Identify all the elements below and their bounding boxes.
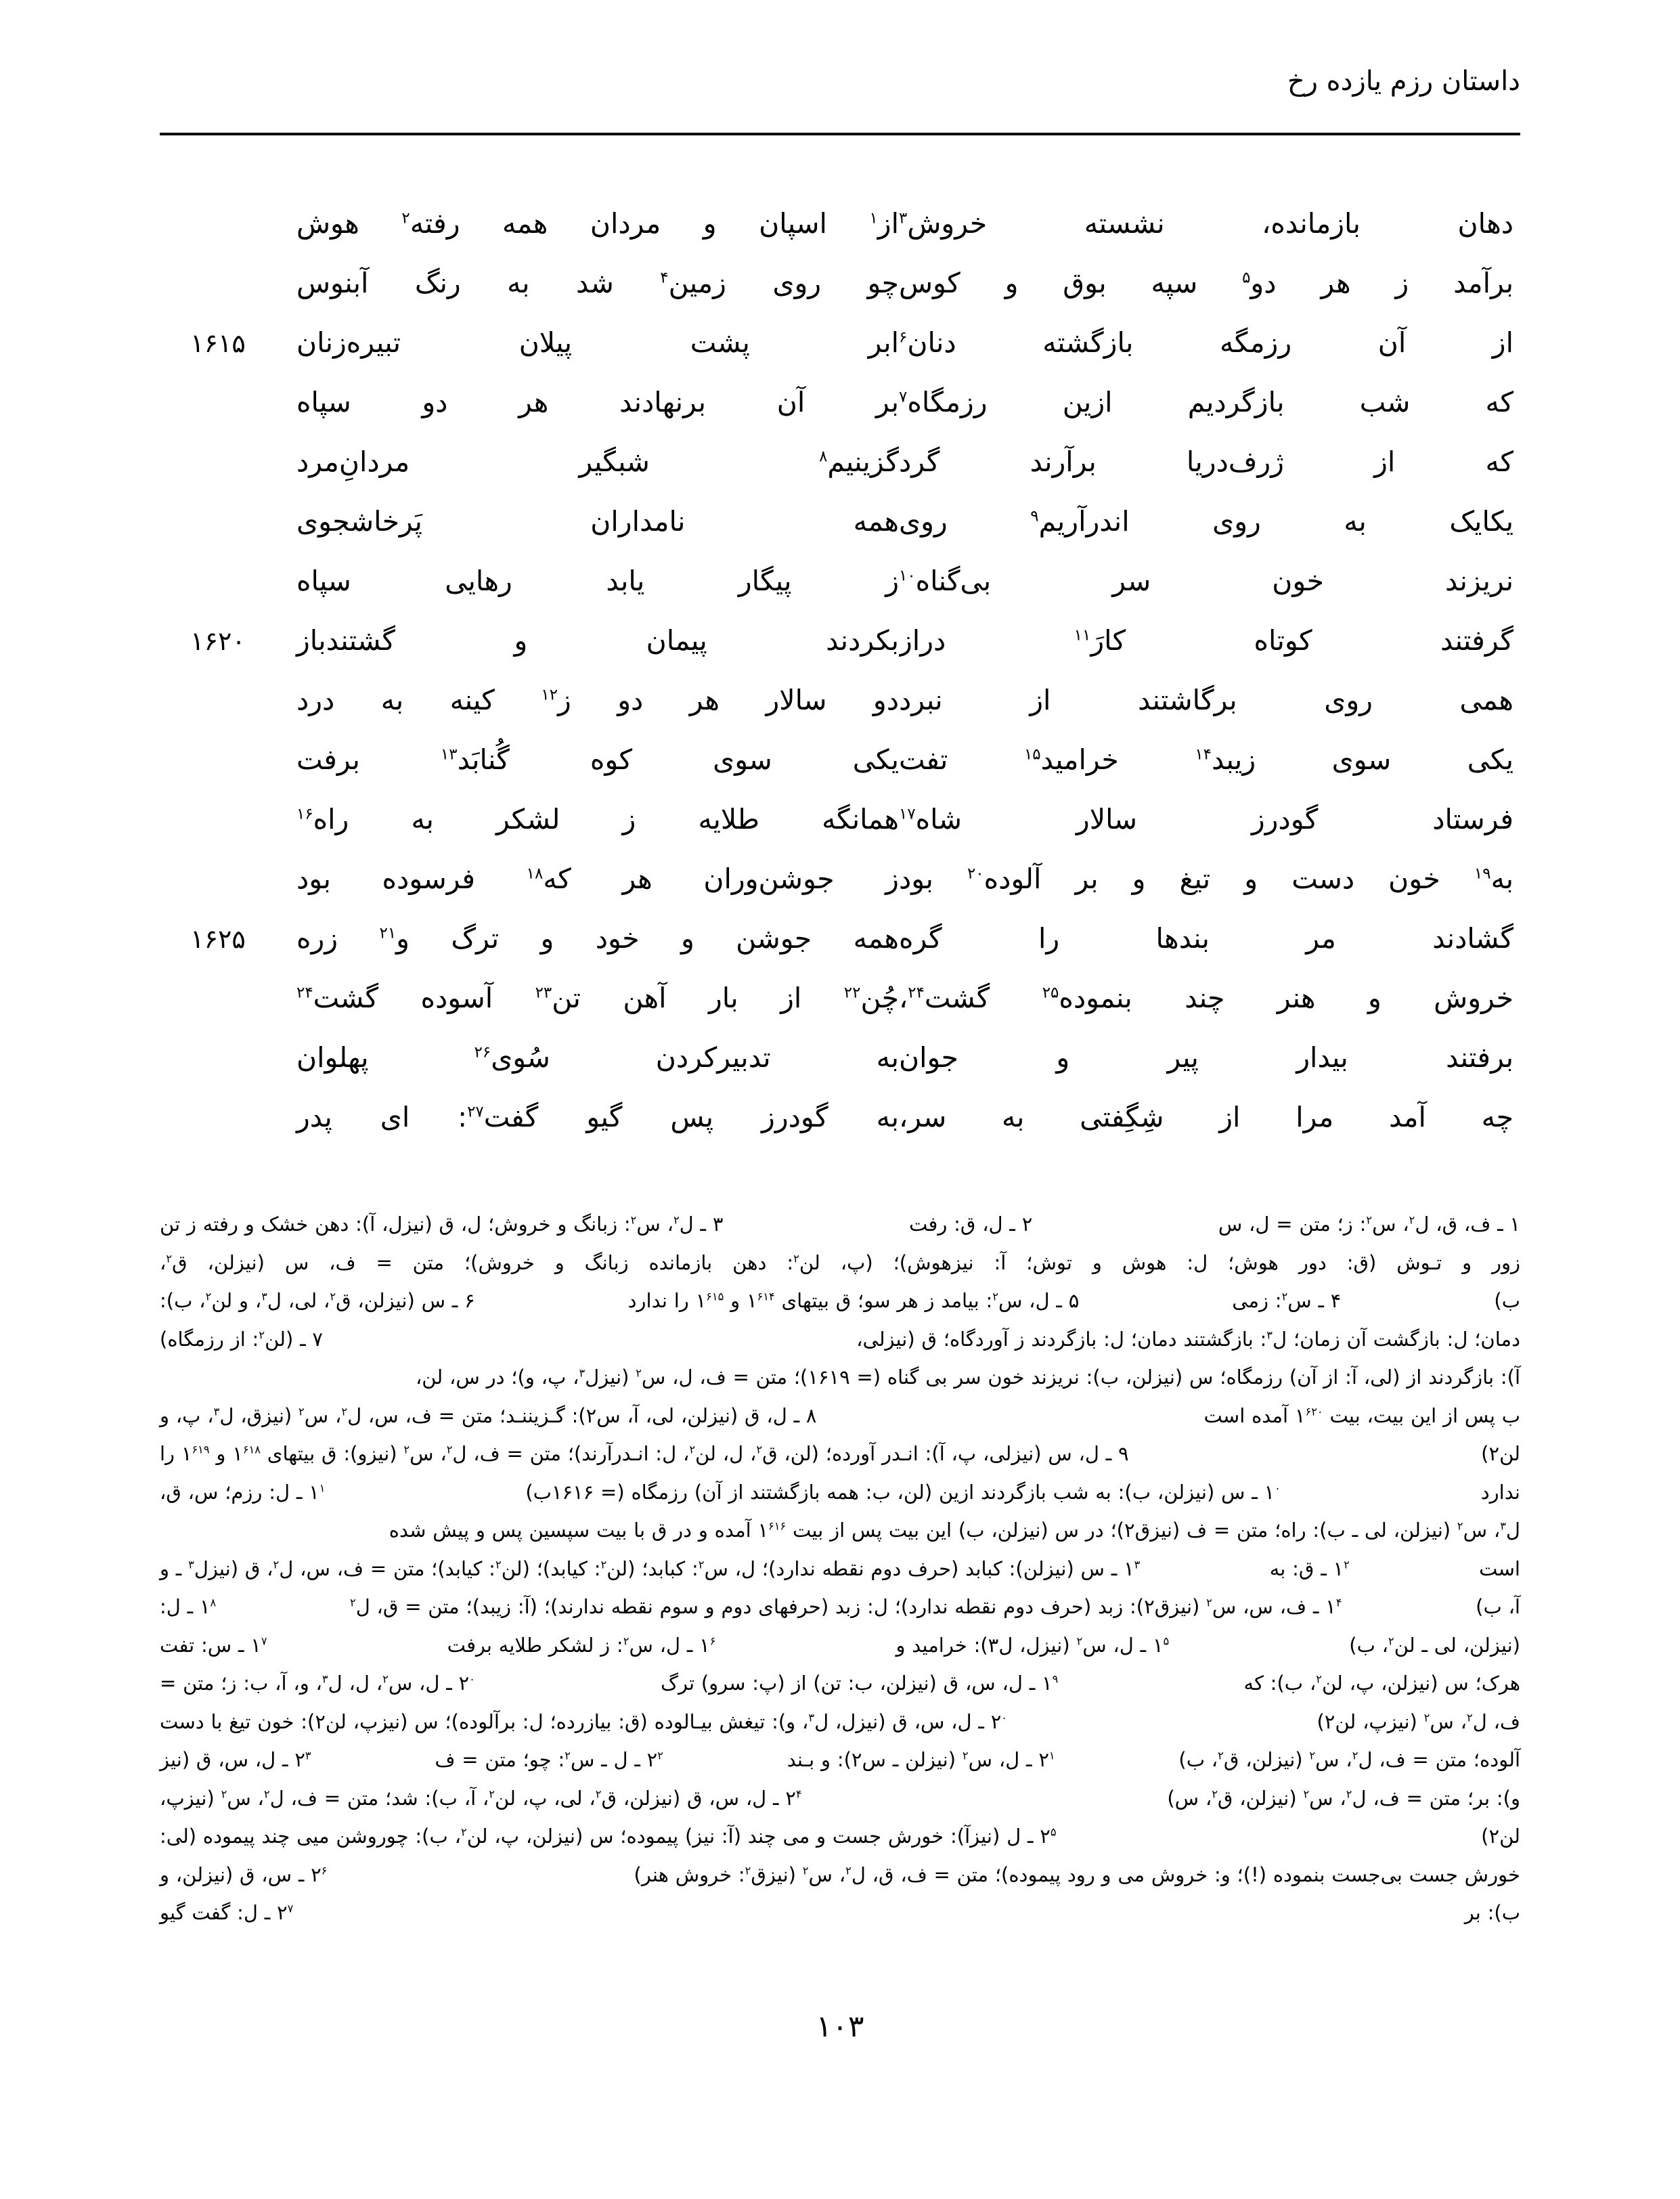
apparatus-note: $۲^۴$ ـ ل، س، ق (نیز‌لن، ق$^۲$، لی، پ، لن$^۲$، آ، ب): شد؛ متن = ف، ل$^۲$، س$^۲$ (نیز‌پ،	[160, 1786, 802, 1810]
hemistich-second: برآمد ز هر دو$^۵$ سپه بوق و کوس	[899, 267, 1513, 299]
apparatus-note: $۱^۱$ ـ ل: رزم؛ س، ق،	[160, 1480, 326, 1504]
verse-couplet	[160, 253, 1520, 313]
apparatus-line	[160, 1435, 1520, 1473]
critical-apparatus	[160, 1205, 1520, 1932]
hemistich-first: گزینیم$^۸$ شبگیر مردانِ‌مرد	[296, 445, 899, 478]
verse-couplet	[160, 1087, 1520, 1147]
hemistich-first: به تدبیرکردن سُوی$^{۲۶}$ پهلوان	[296, 1041, 899, 1074]
hemistich-second: همی روی برگاشتند از نبرد	[899, 684, 1513, 716]
apparatus-note: ۶ ـ س (نیز‌لن، ق$^۲$، لی، ل$^۳$، و لن$^۲$، ب):	[160, 1289, 475, 1312]
apparatus-line	[160, 1779, 1520, 1818]
hemistich-second: برفتند بیدار پیر و جوان	[899, 1041, 1513, 1074]
apparatus-line	[160, 1664, 1520, 1703]
hemistich-second: از آن رزمگه بازگشته دنان$^۶$	[899, 326, 1513, 359]
apparatus-note: خورش جست بی‌جست بنموده (!)؛ و: خروش می و رود پیموده)؛ متن = ف، ق، ل$^۲$، س$^۲$ (نیز‌ق$^۲$: خروش هنر)	[634, 1863, 1520, 1886]
header-divider-rule	[160, 133, 1520, 135]
apparatus-line	[160, 1741, 1520, 1779]
apparatus-note: و): بر؛ متن = ف، ل$^۲$، س$^۲$ (نیز‌لن، ق$^۲$، س)	[1167, 1786, 1520, 1810]
apparatus-note: ۷ ـ (لن$^۲$: از رزمگاه)	[160, 1327, 323, 1351]
apparatus-line	[160, 1703, 1520, 1741]
verse-couplet	[160, 432, 1520, 492]
apparatus-note: دمان؛ ل: بازگشت آن زمان؛ ل$^۳$: بازگشتند دمان؛ ل: بازگردند ز آوردگاه؛ ق (نیز‌لی،	[856, 1327, 1520, 1351]
apparatus-line: زور و تـوش (ق: دور هوش؛ ل: هوش و توش؛ آ: نیز‌هوش)؛ (پ، لن$^۲$: دهن بازمانده زبانگ و خروش)؛ متن = ف، س (نیز‌لن، ق$^۲$،	[160, 1250, 1520, 1274]
apparatus-note: $۱^۵$ ـ ل، س$^۲$ (نیز‌ل، ل۳): خرامید و	[896, 1633, 1170, 1657]
hemistich-first: چُن$^{۲۲}$ از بار آهن تن$^{۲۳}$ آسوده گشت$^{۲۴}$	[296, 982, 899, 1014]
hemistich-first: ز جوشن‌وران هر که$^{۱۸}$ فرسوده بود	[296, 863, 899, 895]
running-head	[160, 62, 1520, 116]
apparatus-note: $۲^۱$ ـ ل، س$^۲$ (نیز‌لن ـ س۲): و بـند	[787, 1748, 1055, 1771]
apparatus-note: $۱^۸$ ـ ل:	[160, 1595, 217, 1618]
apparatus-note: لن۲)	[1481, 1825, 1520, 1848]
apparatus-note: $۱^۹$ ـ ل، س، ق (نیز‌لن، ب: تن) از (پ: سرو) ترگ	[661, 1672, 1059, 1695]
apparatus-note: ۹ ـ ل، س (نیز‌لی، پ، آ): انـدر آورده؛ (لن، ق$^۲$، ل، لن$^۲$، ل: انـدرآرند)؛ متن = ف، ل$^۲$، س$^۲$ (نیز‌و): ق بیتهای $۱^{۶۱۸}$ و $۱^{۶۱۹}$ را	[160, 1442, 1129, 1465]
apparatus-note: ۱ ـ ف، ق، ل$^۲$، س$^۲$: ز؛ متن = ل، س	[1218, 1213, 1520, 1236]
hemistich-first: از$^۱$ اسپان و مردان همه رفته$^۲$ هوش	[296, 207, 899, 240]
verse-couplet	[160, 551, 1520, 611]
apparatus-line	[160, 1282, 1520, 1320]
verse-couplet	[160, 611, 1520, 670]
running-head-title: داستان رزم یازده رخ	[1287, 66, 1520, 97]
verse-couplet	[160, 372, 1520, 432]
apparatus-note: $۱^۰$ ـ س (نیز‌لن، ب): به شب بازگردند ازین (لن، ب: همه بازگشتند از آن) رزمگاه (= ۱۶۱۶ب)	[525, 1480, 1281, 1504]
hemistich-second: گرفتند کوتاه کارَ$^{۱۱}$ دراز	[899, 624, 1513, 657]
apparatus-note: $۲^۳$ ـ ل، س، ق (نیز	[160, 1748, 311, 1771]
hemistich-second: دهان بازمانده، نشسته خروش$^۳$	[899, 207, 1513, 240]
hemistich-first: همانگه طلایه ز لشکر به راه$^{۱۶}$	[296, 803, 899, 835]
apparatus-line	[160, 1320, 1520, 1359]
apparatus-note: لن۲)	[1481, 1442, 1520, 1465]
verse-number: ۱۶۲۵	[190, 924, 246, 954]
apparatus-note: $۲^۶$ ـ س، ق (نیز‌لن، و	[160, 1863, 328, 1886]
hemistich-first: چو روی زمین$^۴$ شد به رنگ آبنوس	[296, 267, 899, 299]
verse-couplet	[160, 730, 1520, 789]
hemistich-second: گشادند مر بندها را گره	[899, 922, 1513, 955]
verse-couplet	[160, 194, 1520, 253]
apparatus-note: ۸ ـ ل، ق (نیز‌لن، لی، آ، س۲): گـزیننـد؛ متن = ف، س، ل$^۲$، س$^۲$ (نیز‌ق، ل$^۳$، پ، و	[160, 1403, 817, 1427]
apparatus-note: $۱^۲$ ـ ق: به	[1269, 1556, 1350, 1580]
hemistich-first: همه نامداران پَرخاشجوی	[296, 505, 899, 538]
apparatus-note: $۲^۰$ ـ ل، س، ق (نیز‌ل، ل$^۳$، و): تیغش بیـالوده (ق: بیازرده؛ ل: برآلوده)؛ س (نیز‌پ، لن۲): خون تیغ با دست	[160, 1710, 1008, 1733]
hemistich-second: خروش و هنر چند بنموده$^{۲۵}$ گشت$^{۲۴}$،	[899, 982, 1513, 1014]
page-number: ۱۰۳	[816, 2009, 864, 2044]
apparatus-note: ۲ ـ ل، ق: رفت	[908, 1213, 1033, 1236]
apparatus-note: ندارد	[1480, 1480, 1520, 1504]
hemistich-second: یکایک به روی اندرآریم$^۹$ روی	[899, 505, 1513, 538]
apparatus-line	[160, 1511, 1520, 1550]
verse-couplet	[160, 909, 1520, 968]
hemistich-first: همه جوشن و خود و ترگ و$^{۲۱}$ زره	[296, 922, 899, 955]
apparatus-note: آ): بازگردند از (لی، آ: از آن) رزمگاه؛ س (نیز‌لن، ب): نریزند خون سر بی گناه (= ۱۶۱۹)؛ متن = ف، ل، س$^۲$ (نیز‌ل$^۳$، پ، و)؛ در س، لن،	[415, 1366, 1520, 1389]
apparatus-line	[160, 1550, 1520, 1588]
verse-couplet	[160, 492, 1520, 551]
apparatus-note: ۴ ـ س$^۲$: زمی	[1232, 1289, 1342, 1312]
apparatus-line	[160, 1856, 1520, 1894]
hemistich-first: به گودرز پس گیو گفت$^{۲۷}$: ای پدر	[296, 1101, 899, 1133]
verse-couplet	[160, 670, 1520, 730]
hemistich-first: بر آن برنهادند هر دو سپاه	[296, 386, 899, 418]
apparatus-note: $۲^۰$ ـ ل، س$^۲$، ل، ل$^۳$، و، آ، ب: ز؛ متن =	[160, 1672, 475, 1695]
verse-couplet	[160, 968, 1520, 1028]
verse-couplet	[160, 849, 1520, 909]
apparatus-note: است	[1479, 1556, 1520, 1580]
apparatus-note: $۱^۷$ ـ س: تفت	[160, 1633, 267, 1657]
apparatus-line	[160, 1894, 1520, 1932]
hemistich-second: فرستاد گودرز سالار شاه$^{۱۷}$	[899, 803, 1513, 835]
verse-couplet	[160, 313, 1520, 372]
apparatus-note: آ، ب)	[1476, 1595, 1520, 1618]
apparatus-line	[160, 1473, 1520, 1512]
hemistich-second: به$^{۱۹}$ خون دست و تیغ و بر آلوده$^{۲۰}$ بود	[899, 863, 1513, 895]
hemistich-second: چه آمد مرا از شِگِفتی به سر،	[899, 1101, 1513, 1133]
apparatus-line	[160, 1205, 1520, 1244]
verse-couplet	[160, 1028, 1520, 1087]
apparatus-note: ب پس از این بیت، بیت $۱^{۶۲۰}$ آمده است	[1203, 1403, 1520, 1427]
apparatus-note: ف، ل$^۲$، س$^۲$ (نیز‌پ، لن۲)	[1317, 1710, 1520, 1733]
apparatus-note: هرک؛ س (نیز‌لن، پ، لن$^۲$، ب): که	[1243, 1672, 1520, 1695]
apparatus-note: ل$^۳$، س$^۲$ (نیز‌لن، لی ـ ب): راه؛ متن = ف (نیز‌ق۲)؛ در س (نیز‌لن، ب) این بیت پس از بیت $۱^{۶۱۶}$ آمده و در ق با بیت سپسین پس و پیش شده	[389, 1519, 1520, 1542]
hemistich-second: که شب بازگردیم ازین رزمگاه$^۷$	[899, 386, 1513, 418]
apparatus-note: آلوده؛ متن = ف، ل$^۲$، س$^۲$ (نیز‌لن، ق$^۲$، ب)	[1178, 1748, 1520, 1771]
apparatus-line	[160, 1817, 1520, 1856]
hemistich-first: دو سالار هر دو ز$^{۱۲}$ کینه به درد	[296, 684, 899, 716]
apparatus-note: $۱^۳$ ـ س (نیز‌لن): کبابد (حرف دوم نقطه ندارد)؛ ل، س$^۲$: کبابد؛ (لن$^۲$: کیابد)؛ (لن$^۲$: کیابد)؛ متن = ف، س، ل$^۲$، ق (نیز‌ل$^۳$ ـ و	[160, 1556, 1141, 1580]
apparatus-note: (نیز‌لن، لی ـ لن$^۲$، ب)	[1349, 1633, 1520, 1657]
hemistich-first: ابر پشت پیلان تبیره‌زنان	[296, 326, 899, 359]
apparatus-note: ۳ ـ ل$^۲$، س$^۲$: زبانگ و خروش؛ ل، ق (نیز‌ل، آ): دهن خشک و رفته ز تن	[160, 1213, 724, 1236]
verse-block	[160, 194, 1520, 1147]
apparatus-note: $۱^۴$ ـ ف، س، س$^۲$ (نیز‌ق۲): زبد (حرف دوم نقطه ندارد)؛ ل: زبد (حرفهای دوم و سوم نقطه ندارند)؛ (آ: زیبد)؛ متن = ق، ل$^۲$	[349, 1595, 1342, 1618]
verse-couplet	[160, 789, 1520, 849]
apparatus-note: ب): بر	[1464, 1901, 1520, 1924]
hemistich-second: یکی سوی زیبد$^{۱۴}$ خرامید$^{۱۵}$ تفت	[899, 743, 1513, 776]
hemistich-first: ز پیگار یابد رهایی سپاه	[296, 565, 899, 597]
verse-number: ۱۶۱۵	[190, 328, 246, 358]
apparatus-line	[160, 1358, 1520, 1397]
verse-number: ۱۶۲۰	[190, 626, 246, 656]
apparatus-note: $۲^۲$ ـ ل ـ س$^۲$: چو؛ متن = ف	[435, 1748, 663, 1771]
hemistich-first: یکی سوی کوه گُنابَد$^{۱۳}$ برفت	[296, 743, 899, 776]
apparatus-note: ب)	[1494, 1289, 1520, 1312]
apparatus-note: $۲^۵$ ـ ل (نیز‌آ): خورش جست و می چند (آ: نیز) پیموده؛ س (نیز‌لن، پ، لن$^۲$، ب): چو‌روشن میی چند پیموده (لی:	[160, 1825, 1057, 1848]
hemistich-second: که از ژرف‌دریا برآرند گرد	[899, 445, 1513, 478]
apparatus-line	[160, 1626, 1520, 1665]
apparatus-note: $۱^۶$ ـ ل، س$^۲$: ز لشکر طلایه برفت	[447, 1633, 716, 1657]
apparatus-line	[160, 1588, 1520, 1626]
apparatus-line	[160, 1397, 1520, 1435]
hemistich-second: نریزند خون سر بی‌گناه$^{۱۰}$	[899, 565, 1513, 597]
apparatus-note: $۲^۷$ ـ ل: گفت گیو	[160, 1901, 294, 1924]
apparatus-note: ۵ ـ ل، س$^۲$: بیامد ز هر سو؛ ق بیتهای $۱^{۶۱۴}$ و $۱^{۶۱۵}$ را ندارد	[627, 1289, 1080, 1312]
hemistich-first: بکردند پیمان و گشتندباز	[296, 624, 899, 657]
